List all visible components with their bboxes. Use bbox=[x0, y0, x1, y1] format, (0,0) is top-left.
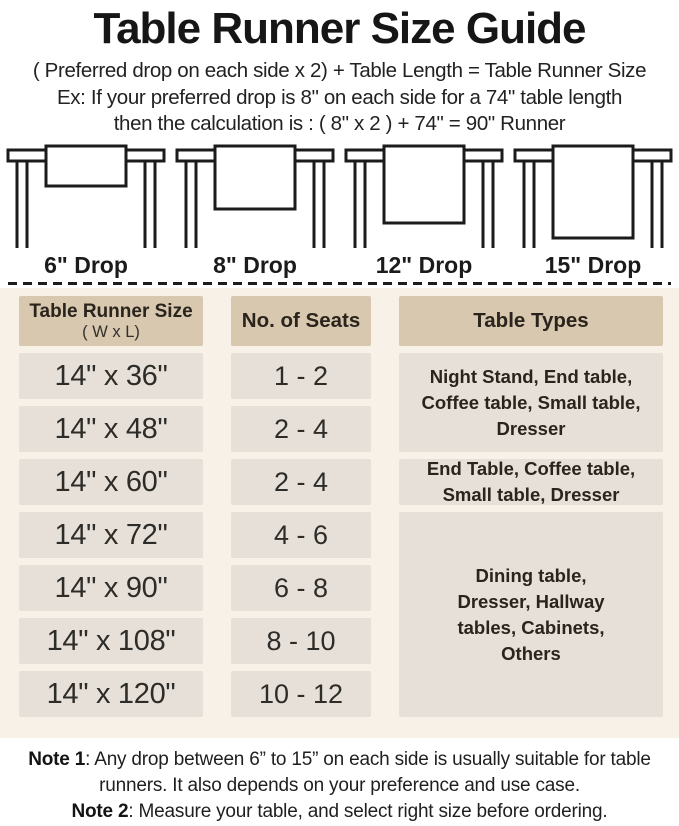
footnotes bbox=[0, 747, 679, 825]
table-with-runner-icon bbox=[343, 144, 505, 248]
note-2-text: : Measure your table, and select right size before ordering. bbox=[128, 801, 608, 822]
seats-cell: 2 - 4 bbox=[231, 406, 371, 452]
table-runner-diagram-8in bbox=[174, 144, 336, 248]
seats-cell: 1 - 2 bbox=[231, 353, 371, 399]
note-1 bbox=[10, 747, 669, 799]
runner-size-cell: 14" x 72" bbox=[19, 512, 203, 558]
note-2-label: Note 2 bbox=[71, 801, 129, 822]
table-with-runner-icon bbox=[512, 144, 674, 248]
runner-rect bbox=[46, 146, 126, 186]
table-types-text: Night Stand, End table, Coffee table, Small table, Dresser bbox=[421, 365, 641, 439]
table-types-cell-group2 bbox=[399, 459, 663, 505]
drop-label-12in: 12" Drop bbox=[375, 252, 473, 278]
runner-rect bbox=[384, 146, 464, 223]
seats-cell: 10 - 12 bbox=[231, 671, 371, 717]
table-runner-diagram-15in bbox=[512, 144, 674, 248]
seats-cell: 4 - 6 bbox=[231, 512, 371, 558]
example-line-2: then the calculation is : ( 8" x 2 ) + 74" = 90" Runner bbox=[113, 112, 566, 135]
table-types-cell-group3 bbox=[399, 512, 663, 717]
table-types-text: End Table, Coffee table, Small table, Dresser bbox=[426, 458, 636, 505]
seats-cell: 2 - 4 bbox=[231, 459, 371, 505]
size-table-section bbox=[0, 288, 679, 738]
page-title: Table Runner Size Guide bbox=[93, 4, 586, 53]
header-runner-size-line1: Table Runner Size bbox=[29, 301, 193, 322]
size-table bbox=[19, 296, 679, 717]
header-table-types: Table Types bbox=[399, 296, 663, 346]
note-1-text: : Any drop between 6” to 15” on each side is usually suitable for table runners. It also depends on your preference and use case. bbox=[85, 749, 651, 796]
runner-rect bbox=[553, 146, 633, 238]
table-runner-size-guide bbox=[0, 4, 679, 826]
runner-size-cell: 14" x 36" bbox=[19, 353, 203, 399]
runner-size-cell: 14" x 48" bbox=[19, 406, 203, 452]
header-no-of-seats: No. of Seats bbox=[231, 296, 371, 346]
formula-text: ( Preferred drop on each side x 2) + Table Length = Table Runner Size bbox=[32, 59, 647, 82]
runner-size-cell: 14" x 90" bbox=[19, 565, 203, 611]
runner-rect bbox=[215, 146, 295, 209]
dashed-divider bbox=[8, 282, 671, 285]
seats-cell: 8 - 10 bbox=[231, 618, 371, 664]
table-with-runner-icon bbox=[5, 144, 167, 248]
table-types-cell-group1 bbox=[399, 353, 663, 452]
table-runner-diagram-6in bbox=[5, 144, 167, 248]
drop-label-15in: 15" Drop bbox=[544, 252, 642, 278]
drop-illustrations bbox=[0, 144, 679, 248]
runner-size-cell: 14" x 108" bbox=[19, 618, 203, 664]
example-line-1: Ex: If your preferred drop is 8" on each side for a 74" table length bbox=[56, 86, 623, 109]
table-with-runner-icon bbox=[174, 144, 336, 248]
header-runner-size bbox=[19, 296, 203, 346]
seats-cell: 6 - 8 bbox=[231, 565, 371, 611]
note-1-label: Note 1 bbox=[28, 749, 86, 770]
drop-label-6in: 6" Drop bbox=[44, 252, 128, 278]
drop-labels-row bbox=[0, 250, 679, 280]
runner-size-cell: 14" x 120" bbox=[19, 671, 203, 717]
drop-label-8in: 8" Drop bbox=[213, 252, 297, 278]
header-runner-size-line2: ( W x L) bbox=[82, 323, 140, 341]
table-runner-diagram-12in bbox=[343, 144, 505, 248]
note-2 bbox=[10, 799, 669, 825]
table-types-text: Dining table, Dresser, Hallway tables, Cabinets, Others bbox=[457, 564, 605, 664]
runner-size-cell: 14" x 60" bbox=[19, 459, 203, 505]
